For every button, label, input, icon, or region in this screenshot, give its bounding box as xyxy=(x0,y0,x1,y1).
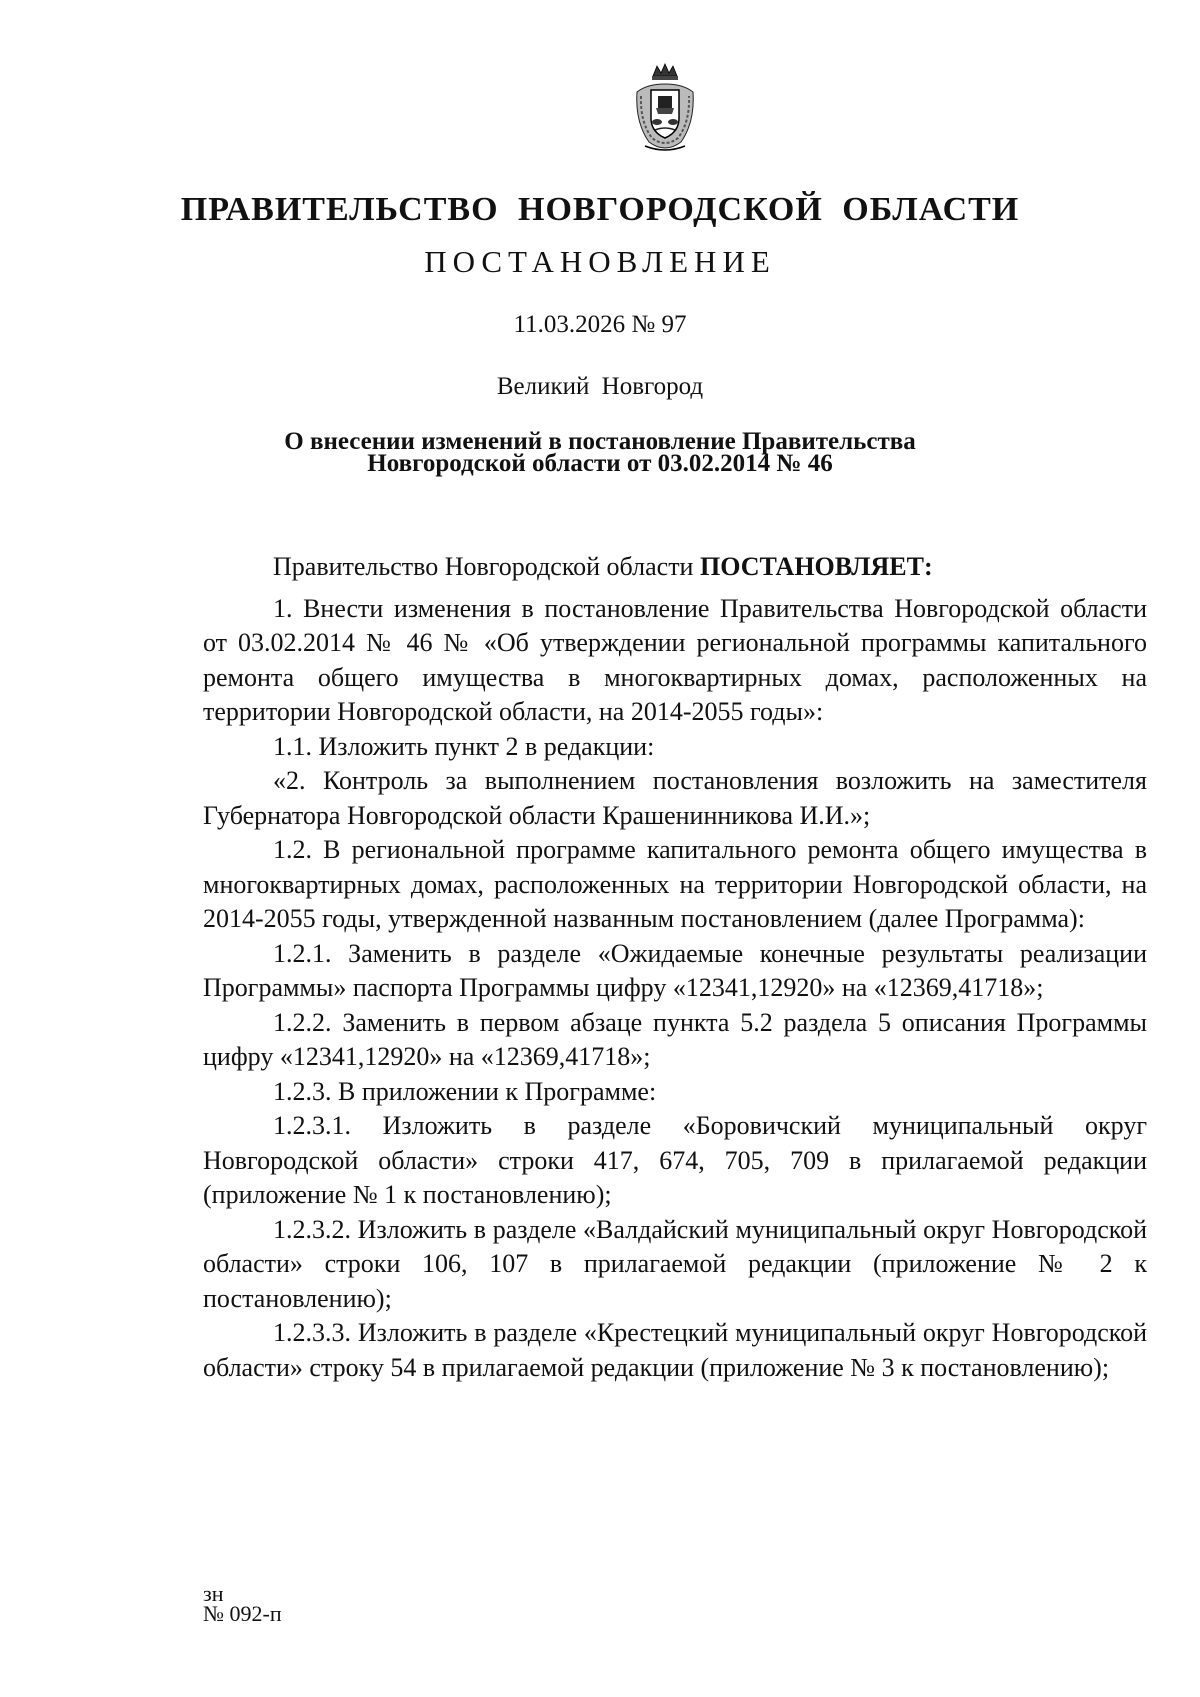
subject-line-1: О внесении изменений в постановление Правительства xyxy=(284,428,916,455)
city-name: Великий Новгород xyxy=(496,373,704,400)
document-subject xyxy=(0,428,1200,477)
paragraph-1-2-3-3: 1.2.3.3. Изложить в разделе «Крестецкий муниципальный округ Новгородской области» строку 54 в прилагаемой редакции (приложение № 3 к постановлению); xyxy=(203,1318,1147,1382)
novgorod-coat-of-arms-icon xyxy=(631,62,699,152)
organization-title: ПРАВИТЕЛЬСТВО НОВГОРОДСКОЙ ОБЛАСТИ xyxy=(180,191,1020,228)
paragraph-1-2-1: 1.2.1. Заменить в разделе «Ожидаемые конечные результаты реализации Программы» паспорта Программы цифру «12341,12920» на «12369,41718»; xyxy=(203,938,1147,1002)
executor-initials: зн xyxy=(203,1581,224,1606)
document-body xyxy=(203,550,1147,1385)
paragraph-1-1-quote: «2. Контроль за выполнением постановления возложить на заместителя Губернатора Новгородской области Крашенинникова И.И.»; xyxy=(203,766,1147,830)
paragraph-1-2-2: 1.2.2. Заменить в первом абзаце пункта 5.2 раздела 5 описания Программы цифру «12341,12920» на «12369,41718»; xyxy=(203,1007,1147,1071)
preamble xyxy=(203,550,1147,585)
paragraph-1-2: 1.2. В региональной программе капитального ремонта общего имущества в многоквартирных домах, расположенных на территории Новгородской области, на 2014-2055 годы, утвержденной названным постановлением (далее Программа): xyxy=(203,835,1147,933)
paragraph-1-2-3: 1.2.3. В приложении к Программе: xyxy=(273,1076,657,1106)
subject-line-2: Новгородской области от 03.02.2014 № 46 xyxy=(367,450,833,477)
paragraph-1-2-3-1: 1.2.3.1. Изложить в разделе «Боровичский муниципальный округ Новгородской области» строки 417, 674, 705, 709 в прилагаемой редакции (приложение № 1 к постановлению); xyxy=(203,1111,1147,1209)
document-footer xyxy=(203,1581,282,1626)
date-and-number: 11.03.2026 № 97 xyxy=(513,311,687,338)
paragraph-1-2-3-2: 1.2.3.2. Изложить в разделе «Валдайский муниципальный округ Новгородской области» строки 106, 107 в прилагаемой редакции (приложение № 2 к постановлению); xyxy=(203,1214,1147,1313)
paragraph-1: 1. Внести изменения в постановление Правительства Новгородской области от 03.02.2014 № 46 № «Об утверждении региональной программы капитального ремонта общего имущества в многоквартирных домах, расположенных на территории Новгородской области, на 2014-2055 годы»: xyxy=(203,593,1147,726)
document-type: ПОСТАНОВЛЕНИЕ xyxy=(424,244,776,279)
preamble-text: Правительство Новгородской области xyxy=(273,552,700,581)
preamble-decree-word: ПОСТАНОВЛЯЕТ: xyxy=(699,552,933,581)
registration-number: № 092-п xyxy=(203,1601,282,1626)
paragraph-1-1: 1.1. Изложить пункт 2 в редакции: xyxy=(273,731,655,761)
